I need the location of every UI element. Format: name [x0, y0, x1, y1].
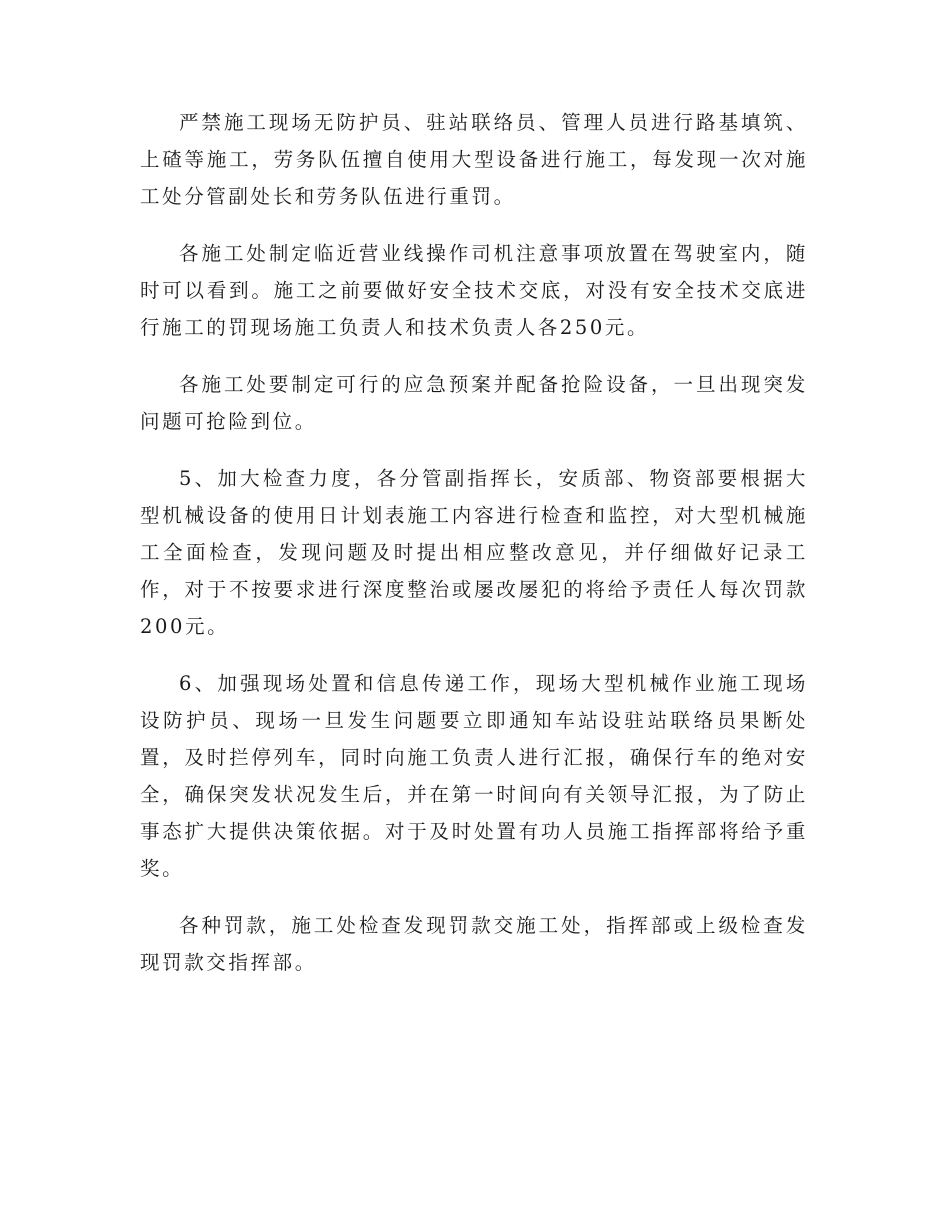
paragraph-item-5-inspection: 5、加大检查力度，各分管副指挥长，安质部、物资部要根据大型机械设备的使用日计划表施工内容进行检查和监控，对大型机械施工全面检查，发现问题及时提出相应整改意见，并仔细做好记录工作，对于不按要求进行深度整治或屡改屡犯的将给予责任人每次罚款200元。	[140, 467, 808, 638]
paragraph-fines: 各种罚款，施工处检查发现罚款交施工处，指挥部或上级检查发现罚款交指挥部。	[140, 914, 808, 974]
paragraph-driver-notice: 各施工处制定临近营业线操作司机注意事项放置在驾驶室内，随时可以看到。施工之前要做好安全技术交底，对没有安全技术交底进行施工的罚现场施工负责人和技术负责人各250元。	[140, 242, 808, 339]
paragraph-item-6-onsite-handling: 6、加强现场处置和信息传递工作，现场大型机械作业施工现场设防护员、现场一旦发生问题要立即通知车站设驻站联络员果断处置，及时拦停列车，同时向施工负责人进行汇报，确保行车的绝对安全，确保突发状况发生后，并在第一时间向有关领导汇报，为了防止事态扩大提供决策依据。对于及时处置有功人员施工指挥部将给予重奖。	[140, 672, 808, 880]
paragraph-emergency-plan: 各施工处要制定可行的应急预案并配备抢险设备，一旦出现突发问题可抢险到位。	[140, 373, 808, 433]
paragraph-safety-prohibition: 严禁施工现场无防护员、驻站联络员、管理人员进行路基填筑、上碴等施工，劳务队伍擅自使用大型设备进行施工，每发现一次对施工处分管副处长和劳务队伍进行重罚。	[140, 111, 808, 208]
document-body	[140, 104, 808, 1001]
